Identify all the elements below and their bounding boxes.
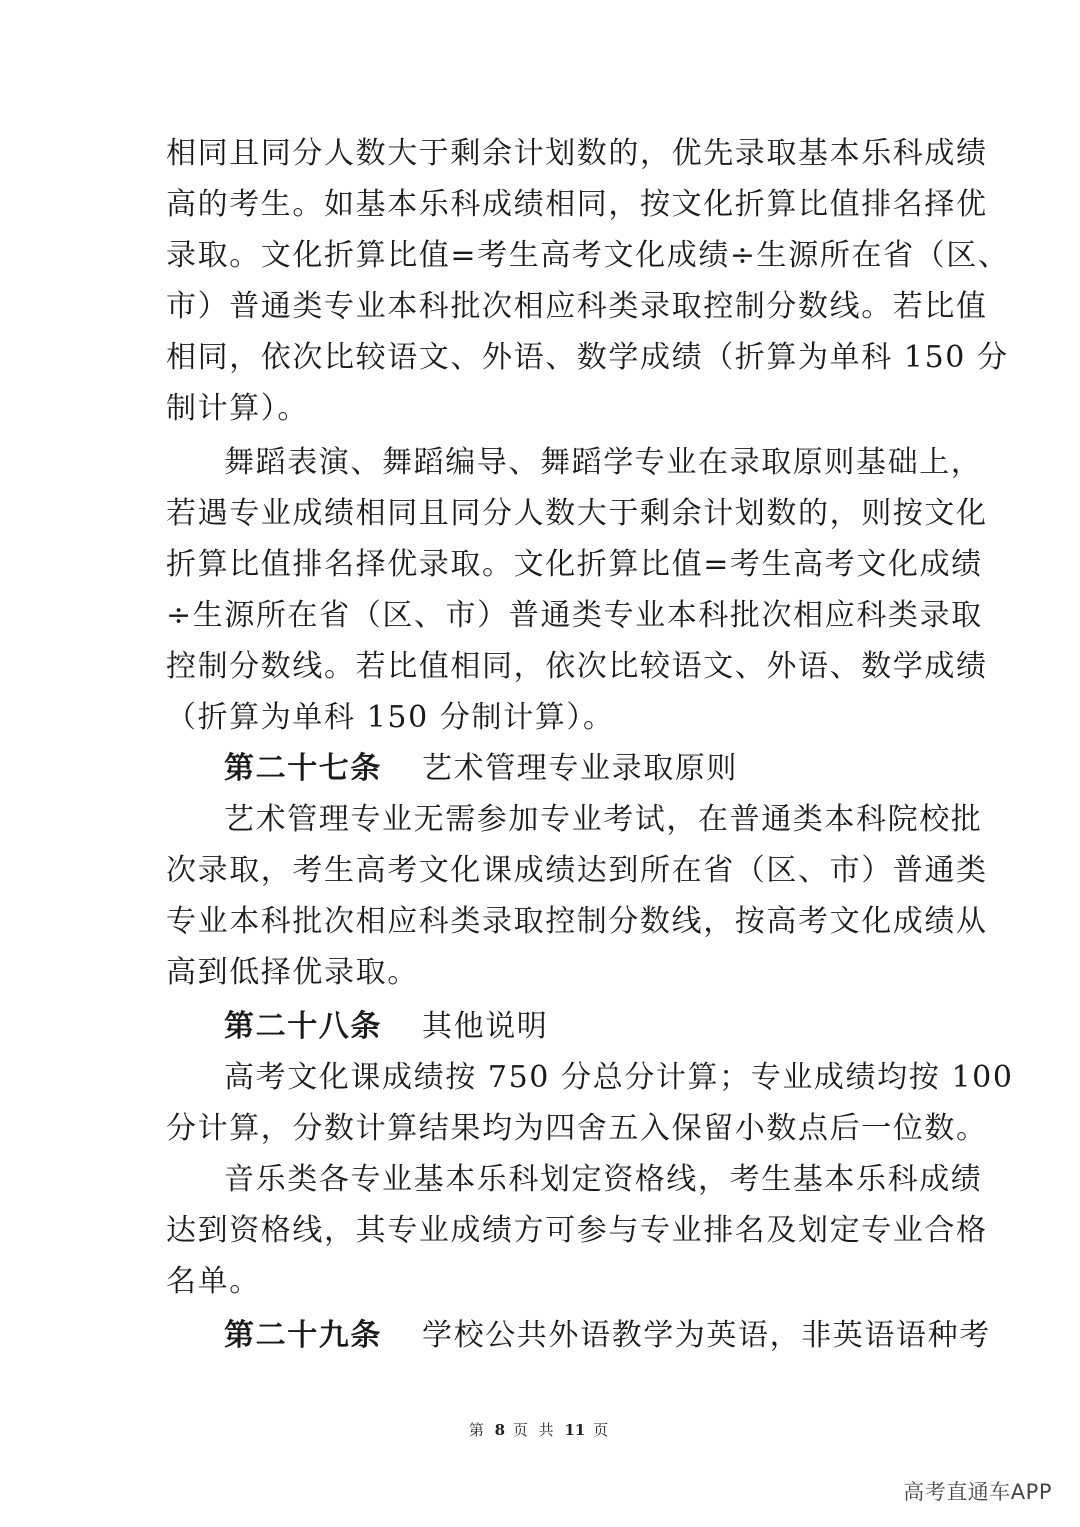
text-line: 舞蹈表演、舞蹈编导、舞蹈学专业在录取原则基础上，	[224, 445, 983, 480]
text-line: 名单。	[166, 1264, 261, 1299]
text-line: 折算比值排名择优录取。文化折算比值=考生高考文化成绩	[166, 547, 983, 582]
paragraph-music-tiebreak	[166, 128, 1010, 434]
paragraph-score-calc	[166, 1052, 1014, 1154]
footer-suffix: 页	[593, 1421, 612, 1439]
text-line: 相同，依次比较语文、外语、数学成绩（折算为单科 150 分	[166, 340, 1009, 375]
article-29-heading	[166, 1310, 991, 1361]
text-line: 音乐类各专业基本乐科划定资格线，考生基本乐科成绩	[224, 1162, 983, 1197]
article-27-label: 第二十七条	[224, 751, 382, 786]
text-line: 高考文化课成绩按 750 分总分计算；专业成绩均按 100	[224, 1060, 1014, 1095]
text-line: （折算为单科 150 分制计算）。	[166, 700, 615, 735]
text-line: 次录取，考生高考文化课成绩达到所在省（区、市）普通类	[166, 853, 988, 888]
text-line: 高的考生。如基本乐科成绩相同，按文化折算比值排名择优	[166, 187, 988, 222]
page-footer	[0, 1419, 1080, 1440]
total-page-number: 11	[564, 1421, 586, 1439]
paragraph-music-qualify	[166, 1154, 988, 1307]
paragraph-art-management	[166, 794, 988, 998]
article-27-title: 艺术管理专业录取原则	[422, 751, 738, 786]
text-line: ÷生源所在省（区、市）普通类专业本科批次相应科类录取	[166, 598, 983, 633]
text-line: 若遇专业成绩相同且同分人数大于剩余计划数的，则按文化	[166, 496, 988, 531]
text-line: 分计算，分数计算结果均为四舍五入保留小数点后一位数。	[166, 1111, 988, 1146]
article-28-heading	[166, 1001, 918, 1052]
article-29-label: 第二十九条	[224, 1318, 382, 1353]
text-line: 专业本科批次相应科类录取控制分数线，按高考文化成绩从	[166, 904, 988, 939]
article-29-title: 学校公共外语教学为英语，非英语语种考	[422, 1318, 991, 1353]
text-line: 达到资格线，其专业成绩方可参与专业排名及划定专业合格	[166, 1213, 988, 1248]
watermark: 高考直通车APP	[903, 1480, 1052, 1504]
footer-prefix: 第	[468, 1421, 487, 1439]
text-line: 相同且同分人数大于剩余计划数的，优先录取基本乐科成绩	[166, 136, 988, 171]
text-line: 艺术管理专业无需参加专业考试，在普通类本科院校批	[224, 802, 983, 837]
text-line: 高到低择优录取。	[166, 955, 419, 990]
text-line: 控制分数线。若比值相同，依次比较语文、外语、数学成绩	[166, 649, 988, 684]
text-line: 市）普通类专业本科批次相应科类录取控制分数线。若比值	[166, 289, 988, 324]
text-line: 录取。文化折算比值=考生高考文化成绩÷生源所在省（区、	[166, 238, 1010, 273]
article-27-heading	[166, 743, 918, 794]
current-page-number: 8	[494, 1421, 506, 1439]
document-body	[166, 128, 1014, 1361]
text-line: 制计算）。	[166, 391, 309, 426]
article-28-title: 其他说明	[422, 1009, 549, 1044]
article-28-label: 第二十八条	[224, 1009, 382, 1044]
paragraph-dance-tiebreak	[166, 437, 988, 743]
footer-middle: 页 共	[512, 1421, 557, 1439]
